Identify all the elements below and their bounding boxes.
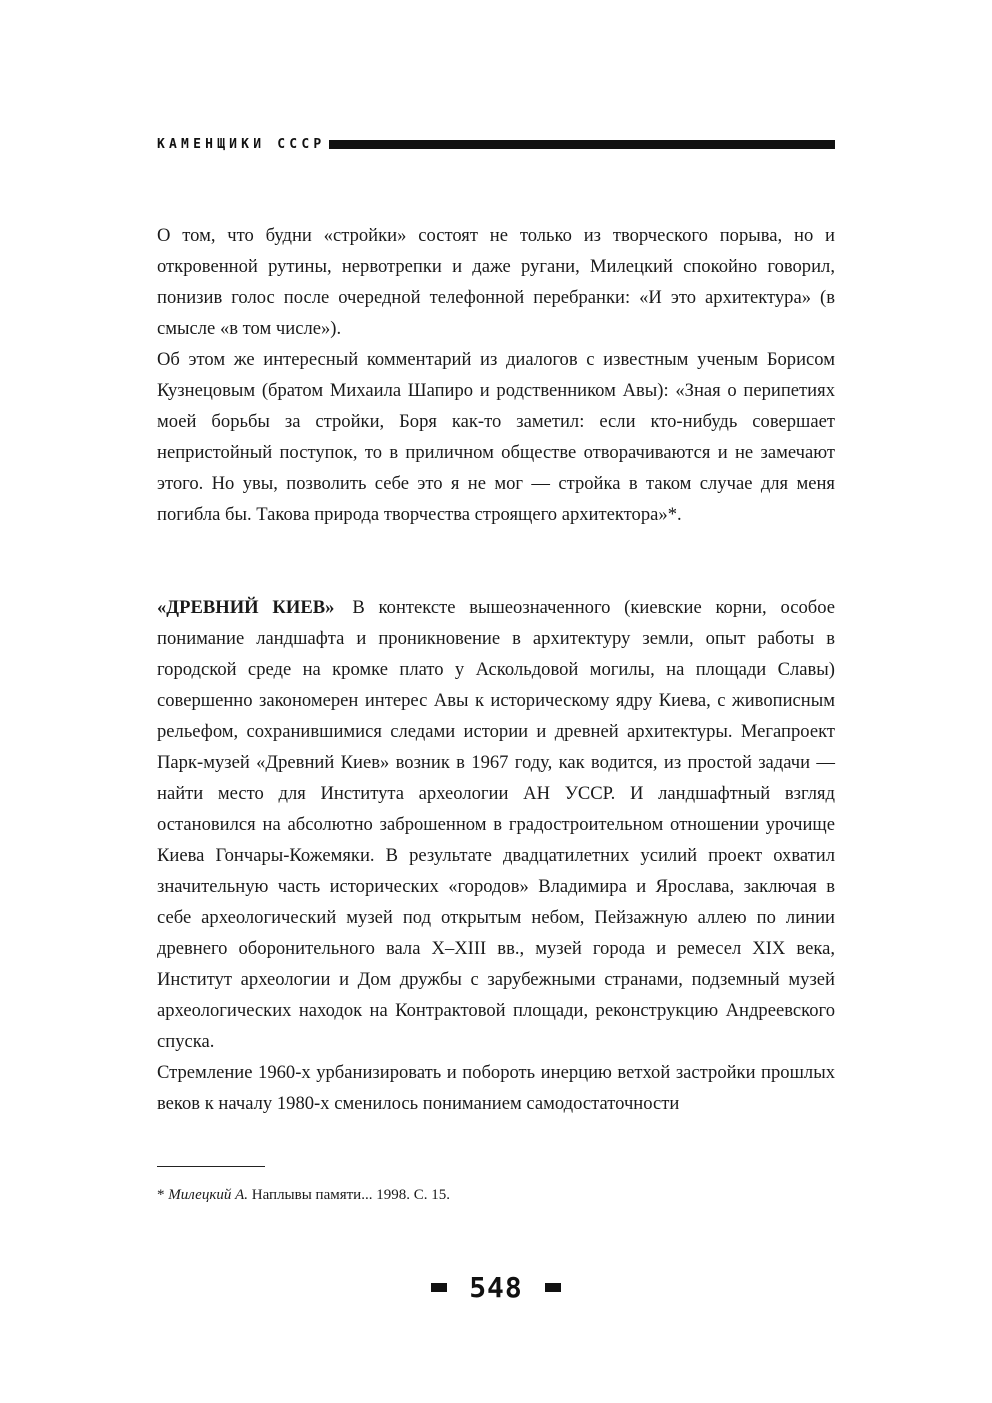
footnote-separator <box>157 1166 265 1167</box>
footnote-marker: * <box>157 1187 165 1203</box>
paragraph: Стремление 1960-х урбанизировать и побороть инерцию ветхой застройки прошлых веков к началу 1980-х сменилось пониманием самодостаточности <box>157 1062 835 1114</box>
page-number-block <box>0 1271 992 1304</box>
running-header <box>157 136 835 152</box>
paragraph: Об этом же интересный комментарий из диалогов с известным ученым Борисом Кузнецовым (братом Михаила Шапиро и родственником Авы): «Зная о перипетиях моей борьбы за стройки, Боря как-то заметил: если кто-нибудь совершает непристойный поступок, то в приличном обществе отворачиваются и не замечают этого. Но увы, позволить себе это я не мог — стройка в таком случае для меня погибла бы. Такова природа творчества строящего архитектора»*. <box>157 349 835 525</box>
section-drevniy-kiev <box>157 592 835 1119</box>
footnote <box>157 1184 835 1206</box>
page-number-left-square <box>431 1283 447 1292</box>
section-title: «ДРЕВНИЙ КИЕВ» <box>157 597 335 618</box>
footnote-author: Милецкий А. <box>168 1187 248 1203</box>
footnote-text: Наплывы памяти... 1998. С. 15. <box>251 1187 450 1203</box>
page-number: 548 <box>469 1271 523 1304</box>
page-number-right-square <box>545 1283 561 1292</box>
paragraph <box>157 592 835 1057</box>
paragraph: О том, что будни «стройки» состоят не только из творческого порыва, но и откровенной рутины, нервотрепки и даже ругани, Милецкий спокойно говорил, понизив голос после очередной телефонной перебранки: «И это архитектура» (в смысле «в том числе»). <box>157 225 835 339</box>
section-paragraph-text: В контексте вышеозначенного (киевские корни, особое понимание ландшафта и проникновение в архитектуру земли, опыт работы в городской среде на кромке плато у Аскольдовой могилы, на площади Славы) совершенно закономерен интерес Авы к историческому ядру Киева, с живописным рельефом, сохранившимися следами истории и древней архитектуры. Мегапроект Парк-музей «Древний Киев» возник в 1967 году, как водится, из простой задачи — найти место для Института археологии АН УССР. И ландшафтный взгляд остановился на абсолютно заброшенном в градостроительном отношении урочище Киева Гончары-Кожемяки. В результате двадцатилетних усилий проект охватил значительную часть исторических «городов» Владимира и Ярослава, заключая в себе археологический музей под открытым небом, Пейзажную аллею по линии древнего оборонительного вала X–XIII вв., музей города и ремесел XIX века, Институт археологии и Дом дружбы с зарубежными странами, подземный музей археологических находок на Контрактовой площади, реконструкцию Андреевского спуска. <box>157 597 835 1052</box>
header-rule <box>329 140 835 149</box>
running-header-title: КАМЕНЩИКИ СССР <box>157 136 326 152</box>
body-text-top <box>157 220 835 530</box>
